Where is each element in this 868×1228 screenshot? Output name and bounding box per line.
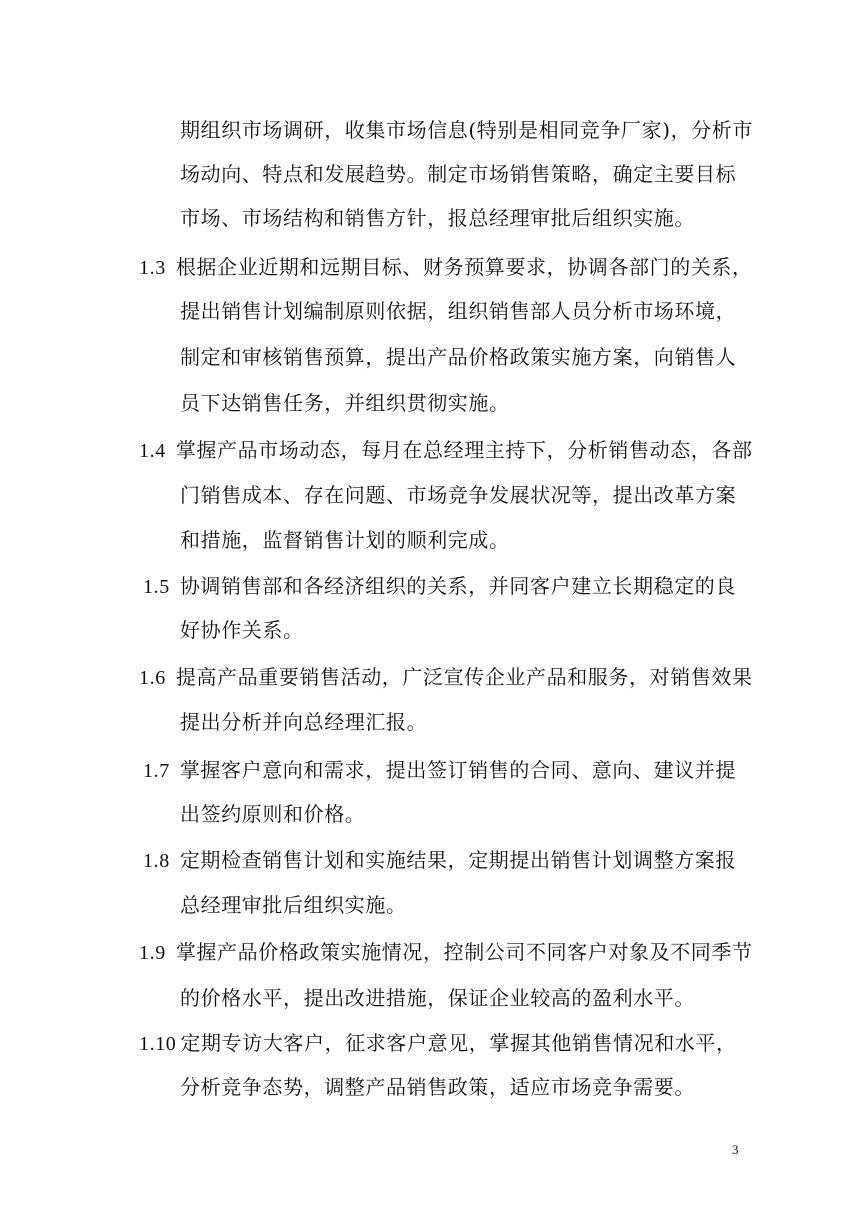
paragraph-line: 和措施，监督销售计划的顺利完成。: [180, 528, 510, 552]
item-number: 1.6: [139, 667, 166, 689]
paragraph-line: 的价格水平，提出改进措施，保证企业较高的盈利水平。: [180, 986, 695, 1010]
paragraph-line: 提出销售计划编制原则依据，组织销售部人员分析市场环境，: [180, 299, 737, 323]
item-number: 1.10: [139, 1033, 177, 1055]
paragraph-line: 制定和审核销售预算，提出产品价格政策实施方案，向销售人: [180, 345, 737, 369]
list-item-1-6-first-line: [139, 663, 753, 692]
paragraph-line: 员下达销售任务，并组织贯彻实施。: [180, 391, 510, 415]
paragraph-line: 市场、市场结构和销售方针，报总经理审批后组织实施。: [180, 206, 695, 230]
list-item-1-5-first-line: [143, 572, 736, 601]
list-item-1-10-first-line: [139, 1029, 737, 1058]
paragraph-line: 总经理审批后组织实施。: [180, 893, 407, 917]
item-text: 定期专访大客户，征求客户意见，掌握其他销售情况和水平，: [180, 1031, 737, 1055]
list-item-1-7-first-line: [143, 756, 736, 785]
item-text: 协调销售部和各经济组织的关系，并同客户建立长期稳定的良: [179, 574, 737, 598]
paragraph-line: 分析竞争态势，调整产品销售政策，适应市场竞争需要。: [180, 1075, 695, 1099]
item-text: 掌握客户意向和需求，提出签订销售的合同、意向、建议并提: [179, 758, 737, 782]
paragraph-line: 场动向、特点和发展趋势。制定市场销售策略，确定主要目标: [180, 162, 737, 186]
item-number: 1.9: [139, 942, 166, 964]
item-text: 提高产品重要销售活动，广泛宣传企业产品和服务，对销售效果: [175, 665, 753, 689]
item-number: 1.5: [143, 576, 170, 598]
item-text: 定期检查销售计划和实施结果，定期提出销售计划调整方案报: [179, 848, 737, 872]
list-item-1-4-first-line: [139, 436, 753, 465]
item-number: 1.4: [139, 440, 166, 462]
paragraph-line: 提出分析并向总经理汇报。: [180, 710, 428, 734]
item-text: 掌握产品价格政策实施情况，控制公司不同客户对象及不同季节: [175, 940, 753, 964]
paragraph-line: 好协作关系。: [180, 618, 304, 642]
paragraph-line: 门销售成本、存在问题、市场竞争发展状况等，提出改革方案: [180, 483, 737, 507]
list-item-1-8-first-line: [143, 846, 736, 875]
item-number: 1.8: [143, 850, 170, 872]
item-text: 根据企业近期和远期目标、财务预算要求，协调各部门的关系，: [175, 255, 753, 279]
list-item-1-9-first-line: [139, 938, 753, 967]
page-number: 3: [732, 1142, 739, 1157]
item-number: 1.3: [139, 257, 166, 279]
item-number: 1.7: [143, 760, 170, 782]
paragraph-line: 期组织市场调研，收集市场信息(特别是相同竞争厂家)，分析市: [180, 118, 754, 142]
paragraph-line: 出签约原则和价格。: [180, 802, 366, 826]
list-item-1-3-first-line: [139, 253, 753, 282]
item-text: 掌握产品市场动态，每月在总经理主持下，分析销售动态，各部: [175, 438, 753, 462]
